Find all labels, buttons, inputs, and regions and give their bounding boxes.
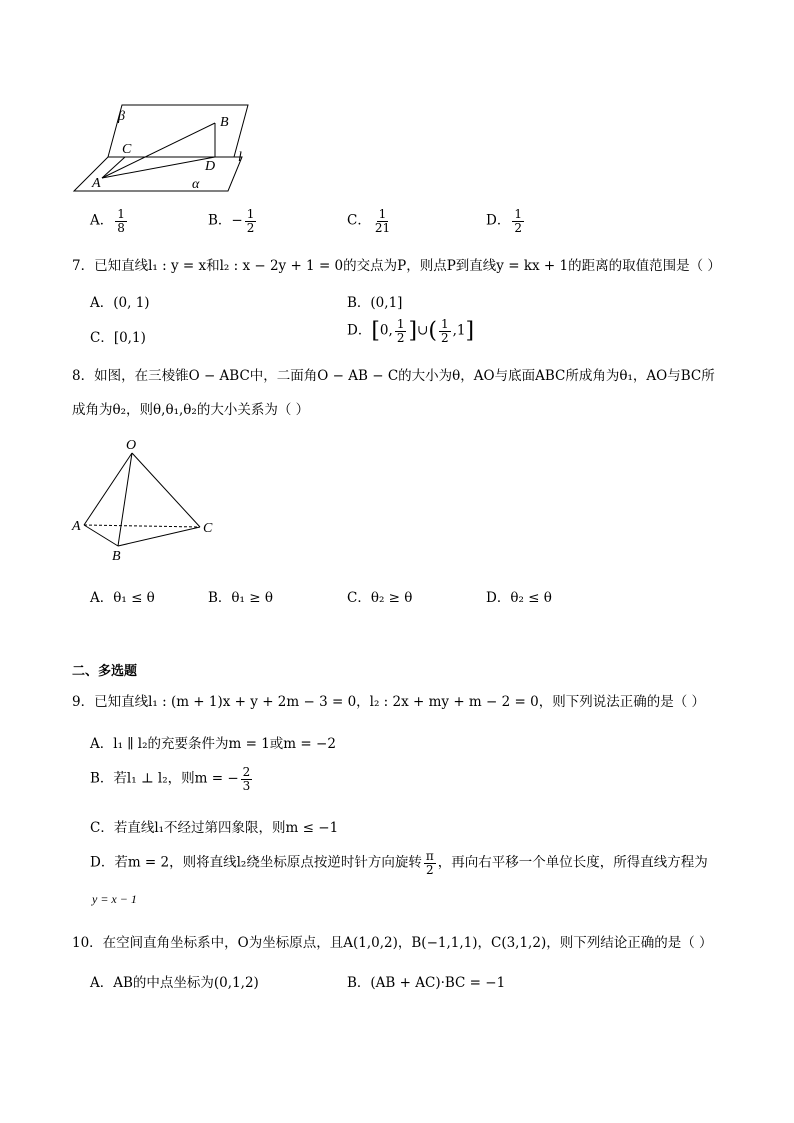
label-alpha: α: [192, 177, 200, 192]
label-B2: B: [112, 549, 121, 564]
q10-stem: 10．在空间直角坐标系中，O为坐标原点，且A(1,0,2)，B(−1,1,1)，C(3,1,2)，则下列结论正确的是（ ）: [72, 935, 713, 951]
q6-option-b: B．− $\frac{1}{2}$: [208, 207, 255, 235]
label-O: O: [126, 438, 137, 453]
q7-option-a: A．(0, 1): [90, 295, 150, 311]
label-l: l: [238, 150, 242, 165]
q6-option-c: C． $\frac{1}{21}$: [347, 207, 391, 235]
q6-option-d: D． $\frac{1}{2}$: [486, 207, 522, 235]
label-C: C: [122, 142, 132, 157]
label-A: A: [92, 176, 101, 191]
q7-option-c: C．[0,1): [90, 330, 146, 346]
q10-option-b: B．(AB + AC)·BC = −1: [347, 975, 506, 991]
q6-option-a: A． $\frac{1}{8}$: [90, 207, 125, 235]
label-beta: β: [118, 109, 125, 124]
q9-option-d: D．若m = 2，则将直线l₂绕坐标原点按逆时针方向旋转 $\frac{\pi}{2}$ ，再向右平移一个单位长度，所得直线方程为: [90, 849, 708, 877]
label-A2: A: [72, 519, 81, 534]
q8-option-b: B．θ₁ ≥ θ: [208, 590, 273, 606]
q8-option-a: A．θ₁ ≤ θ: [90, 590, 155, 606]
label-B: B: [220, 115, 229, 130]
q9-option-d-line2: y = x − 1: [92, 892, 137, 906]
q7-option-b: B．(0,1]: [347, 295, 403, 311]
label-C2: C: [203, 521, 213, 536]
figure-tetrahedron: [68, 435, 228, 565]
q10-option-a: A．AB的中点坐标为(0,1,2): [90, 975, 259, 991]
q8-option-d: D．θ₂ ≤ θ: [486, 590, 552, 606]
q9-stem: 9．已知直线l₁ : (m + 1)x + y + 2m − 3 = 0，l₂ : 2x + my + m − 2 = 0，则下列说法正确的是（ ）: [72, 694, 705, 710]
q9-option-c: C．若直线l₁不经过第四象限，则m ≤ −1: [90, 820, 339, 836]
figure-planes: [60, 95, 260, 200]
q9-option-b: B．若l₁ ⊥ l₂，则m = − $\frac{2}{3}$: [90, 765, 251, 793]
q8-stem-line2: 成角为θ₂，则θ,θ₁,θ₂的大小关系为（ ）: [72, 402, 310, 418]
section-title: 二、多选题: [72, 664, 138, 679]
q7-stem: 7．已知直线l₁ : y = x和l₂ : x − 2y + 1 = 0的交点为P，则点P到直线y = kx + 1的距离的取值范围是（ ）: [72, 258, 721, 274]
q8-option-c: C．θ₂ ≥ θ: [347, 590, 413, 606]
q9-option-a: A．l₁ ∥ l₂的充要条件为m = 1或m = −2: [90, 736, 336, 752]
q7-option-d: D．[0, $\frac{1}{2}$ ]∪( $\frac{1}{2}$ ,1]: [347, 317, 475, 345]
q8-stem-line1: 8．如图，在三棱锥O − ABC中，二面角O − AB − C的大小为θ，AO与底面ABC所成角为θ₁，AO与BC所: [72, 368, 715, 384]
label-D: D: [205, 159, 216, 174]
